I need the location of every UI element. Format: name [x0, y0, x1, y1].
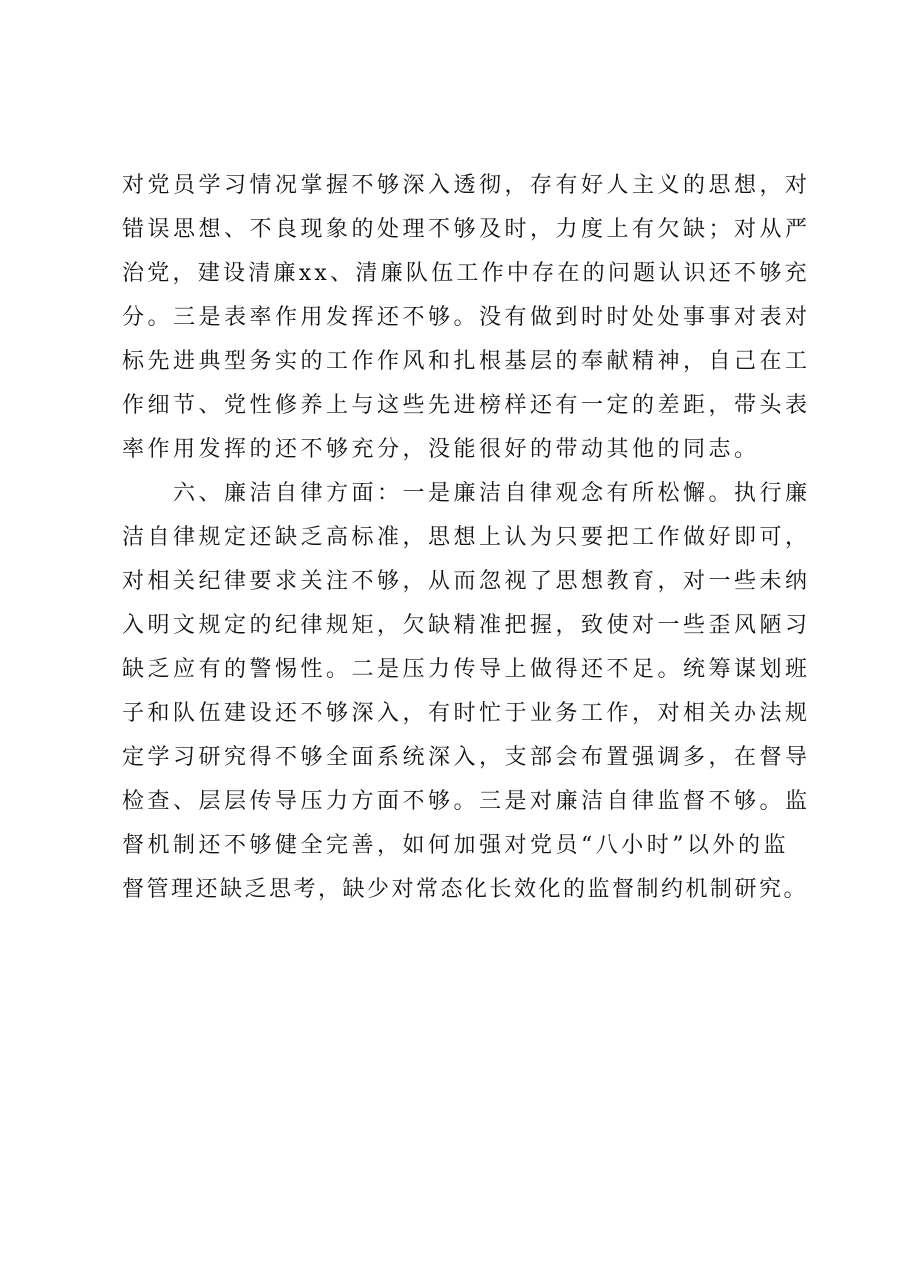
text-line: 对相关纪律要求关注不够，从而忽视了思想教育，对一些未纳	[122, 569, 811, 594]
text-line: 入明文规定的纪律规矩，欠缺精准把握，致使对一些歪风陋习	[122, 613, 811, 638]
text-line: 率作用发挥的还不够充分，没能很好的带动其他的同志。	[122, 437, 760, 462]
text-line: 对党员学习情况掌握不够深入透彻，存有好人主义的思想，对	[122, 173, 811, 198]
text-line: 督管理还缺乏思考，缺少对常态化长效化的监督制约机制研究。	[122, 877, 809, 902]
text-line: 洁自律规定还缺乏高标准，思想上认为只要把工作做好即可，	[122, 525, 811, 550]
text-line: 六、廉洁自律方面：一是廉洁自律观念有所松懈。执行廉	[122, 481, 811, 506]
text-line: 缺乏应有的警惕性。二是压力传导上做得还不足。统筹谋划班	[122, 657, 811, 682]
text-line: 治党，建设清廉xx、清廉队伍工作中存在的问题认识还不够充	[122, 261, 810, 286]
text-line: 分。三是表率作用发挥还不够。没有做到时时处处事事对表对	[122, 305, 811, 330]
text-line: 作细节、党性修养上与这些先进榜样还有一定的差距，带头表	[122, 393, 811, 418]
text-line: 子和队伍建设还不够深入，有时忙于业务工作，对相关办法规	[122, 701, 811, 726]
text-line: 定学习研究得不够全面系统深入，支部会布置强调多，在督导	[122, 745, 811, 770]
text-line: 督机制还不够健全完善，如何加强对党员“八小时”以外的监	[122, 833, 789, 858]
text-line: 检查、层层传导压力方面不够。三是对廉洁自律监督不够。监	[122, 789, 811, 814]
text-line: 标先进典型务实的工作作风和扎根基层的奉献精神，自己在工	[122, 349, 811, 374]
text-line: 错误思想、不良现象的处理不够及时，力度上有欠缺；对从严	[122, 217, 811, 242]
body-text	[122, 164, 811, 912]
